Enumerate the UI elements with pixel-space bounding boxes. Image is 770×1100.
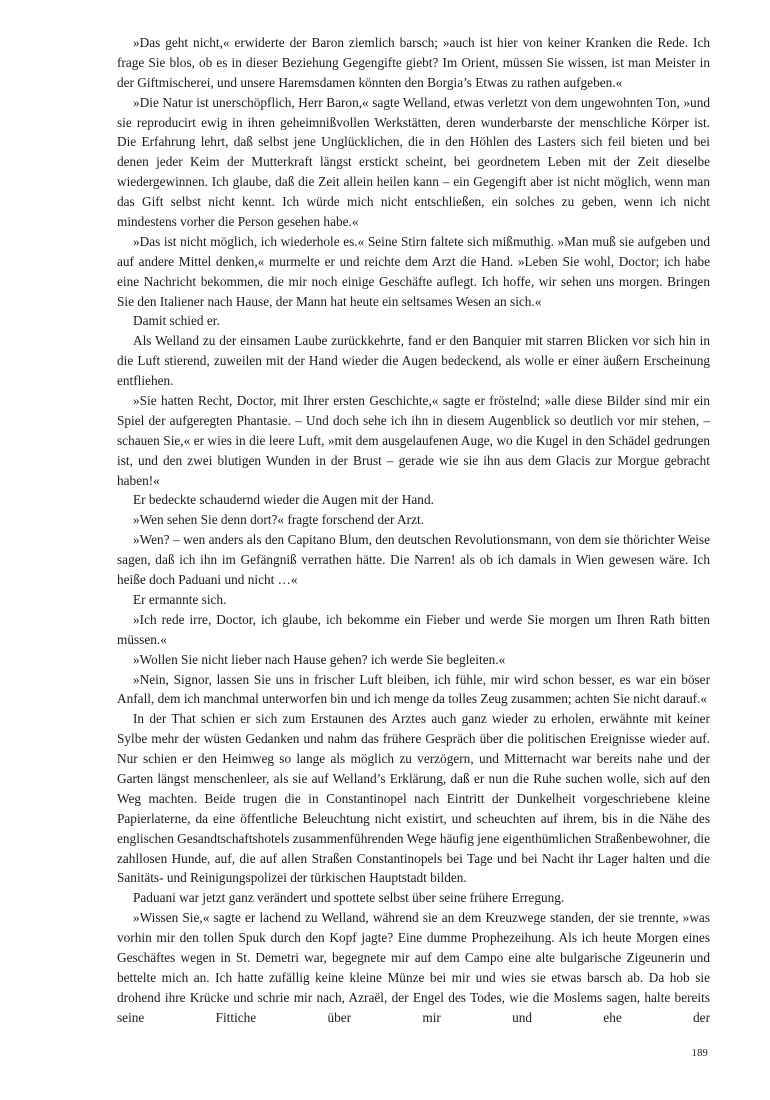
paragraph: Er ermannte sich. bbox=[133, 591, 227, 607]
paragraph: »Ich rede irre, Doctor, ich glaube, ich bekomme ein Fieber und werde Sie morgen um Ihren Rath bitten müssen.« bbox=[117, 611, 710, 647]
paragraph: Paduani war jetzt ganz verändert und spottete selbst über seine frühere Erregung. bbox=[133, 890, 565, 906]
paragraph: »Wollen Sie nicht lieber nach Hause gehen? ich werde Sie begleiten.« bbox=[133, 651, 506, 667]
body-text bbox=[117, 33, 710, 1028]
paragraph: »Die Natur ist unerschöpflich, Herr Baron,« sagte Welland, etwas verletzt von dem ungewohnten Ton, »und sie reproducirt ewig in ihren geheimnißvollen Werkstätten, deren wunderbarste der menschliche Körper ist. Die Erfahrung lehrt, daß selbst jene Unglücklichen, die in den Höhlen des Lasters sich feil bieten und bei denen jeder Keim der Mutterkraft längst erstickt scheint, bei geordnetem Leben mit der Zeit dieselbe wiedergewinnen. Ich glaube, daß die Zeit allein heilen kann – ein Gegengift aber ist nicht möglich, wenn man das Gift selbst nicht kennt. Ich würde mich nicht entschließen, ein solches zu geben, wenn ich nicht mindestens vorher die Person gesehen habe.« bbox=[117, 94, 710, 230]
paragraph: »Das geht nicht,« erwiderte der Baron ziemlich barsch; »auch ist hier von keiner Kranken die Rede. Ich frage Sie blos, ob es in dieser Beziehung Gegengifte giebt? Im Orient, müssen Sie wissen, ist man Meister in der Giftmischerei, und unsere Haremsdamen könnten den Borgia’s Etwas zu rathen aufgeben.« bbox=[117, 35, 710, 90]
paragraph: Er bedeckte schaudernd wieder die Augen mit der Hand. bbox=[133, 492, 434, 508]
paragraph: »Nein, Signor, lassen Sie uns in frischer Luft bleiben, ich fühle, mir wird schon besser, es war ein böser Anfall, dem ich manchmal unterworfen bin und ich menge da tolles Zeug zusammen; achten Sie nicht darauf.« bbox=[117, 671, 710, 707]
paragraph: In der That schien er sich zum Erstaunen des Arztes auch ganz wieder zu erholen, erwähnte mit keiner Sylbe mehr der wüsten Gedanken und nahm das frühere Gespräch über die politischen Ereignisse wieder auf. Nur schien er den Heimweg so lange als möglich zu verzögern, und Mitternacht war bereits nahe und der Garten längst menschenleer, als sie auf Welland’s Erklärung, daß er nun die Ruhe suchen wolle, sich auf den Weg machten. Beide trugen die in Constantinopel nach Eintritt der Dunkelheit vorgeschriebene kleine Papierlaterne, da eine öffentliche Beleuchtung nicht existirt, und scheuchten auf ihrem, bis in die Nähe des englischen Gesandtschaftshotels zusammenführenden Wege häufig jene eigenthümlichen Straßenbewohner, die zahllosen Hunde, auf, die auf allen Straßen Constantinopels bei Tage und bei Nacht ihr Lager halten und die Sanitäts- und Reinigungspolizei der türkischen Hauptstadt bilden. bbox=[117, 711, 710, 886]
paragraph: Damit schied er. bbox=[133, 313, 220, 329]
paragraph: »Wissen Sie,« sagte er lachend zu Welland, während sie an dem Kreuzwege standen, der sie trennte, »was vorhin mir den tollen Spuk durch den Kopf jagte? Eine dumme Prophezeihung. Als ich heute Morgen eines Geschäftes wegen in St. Demetri war, begegnete mir auf dem Campo eine alte bulgarische Zigeunerin und bettelte mich an. Ich hatte zufällig keine kleine Münze bei mir und wies sie etwas barsch ab. Da hob sie drohend ihre Krücke und schrie mir nach, Azraël, der Engel des Todes, wie die Moslems sagen, halte bereits seine Fittiche über mir und ehe der bbox=[117, 910, 710, 1025]
paragraph: »Das ist nicht möglich, ich wiederhole es.« Seine Stirn faltete sich mißmuthig. »Man muß sie aufgeben und auf andere Mittel denken,« murmelte er und reichte dem Arzt die Hand. »Leben Sie wohl, Doctor; ich habe eine Nachricht bekommen, die mir noch einige Geschäfte auflegt. Ich hoffe, wir sehen uns morgen. Bringen Sie den Italiener nach Hause, der Mann hat heute ein seltsames Wesen an sich.« bbox=[117, 233, 710, 309]
paragraph: »Wen? – wen anders als den Capitano Blum, den deutschen Revolutionsmann, von dem sie thörichter Weise sagen, daß ich ihn im Gefängniß verrathen hätte. Die Narren! als ob ich damals in Wien gewesen wäre. Ich heiße doch Paduani und nicht …« bbox=[117, 532, 710, 588]
paragraph: Als Welland zu der einsamen Laube zurückkehrte, fand er den Banquier mit starren Blicken vor sich hin in die Luft stierend, zuweilen mit der Hand wieder die Augen bedeckend, als wolle er einer äußern Erscheinung entfliehen. bbox=[117, 333, 710, 389]
paragraph: »Sie hatten Recht, Doctor, mit Ihrer ersten Geschichte,« sagte er fröstelnd; »alle diese Bilder sind mir ein Spiel der aufgeregten Phantasie. – Und doch sehe ich ihn in diesem Augenblick so deutlich vor mir stehen, – schauen Sie,« er wies in die leere Luft, »mit dem ausgelaufenen Auge, wo die Kugel in den Schädel gedrungen ist, und den zwei blutigen Wunden in der Brust – gerade wie sie ihn aus dem Glacis zur Morgue gebracht haben!« bbox=[117, 393, 710, 488]
page-number: 189 bbox=[691, 1048, 708, 1059]
paragraph: »Wen sehen Sie denn dort?« fragte forschend der Arzt. bbox=[133, 512, 424, 528]
